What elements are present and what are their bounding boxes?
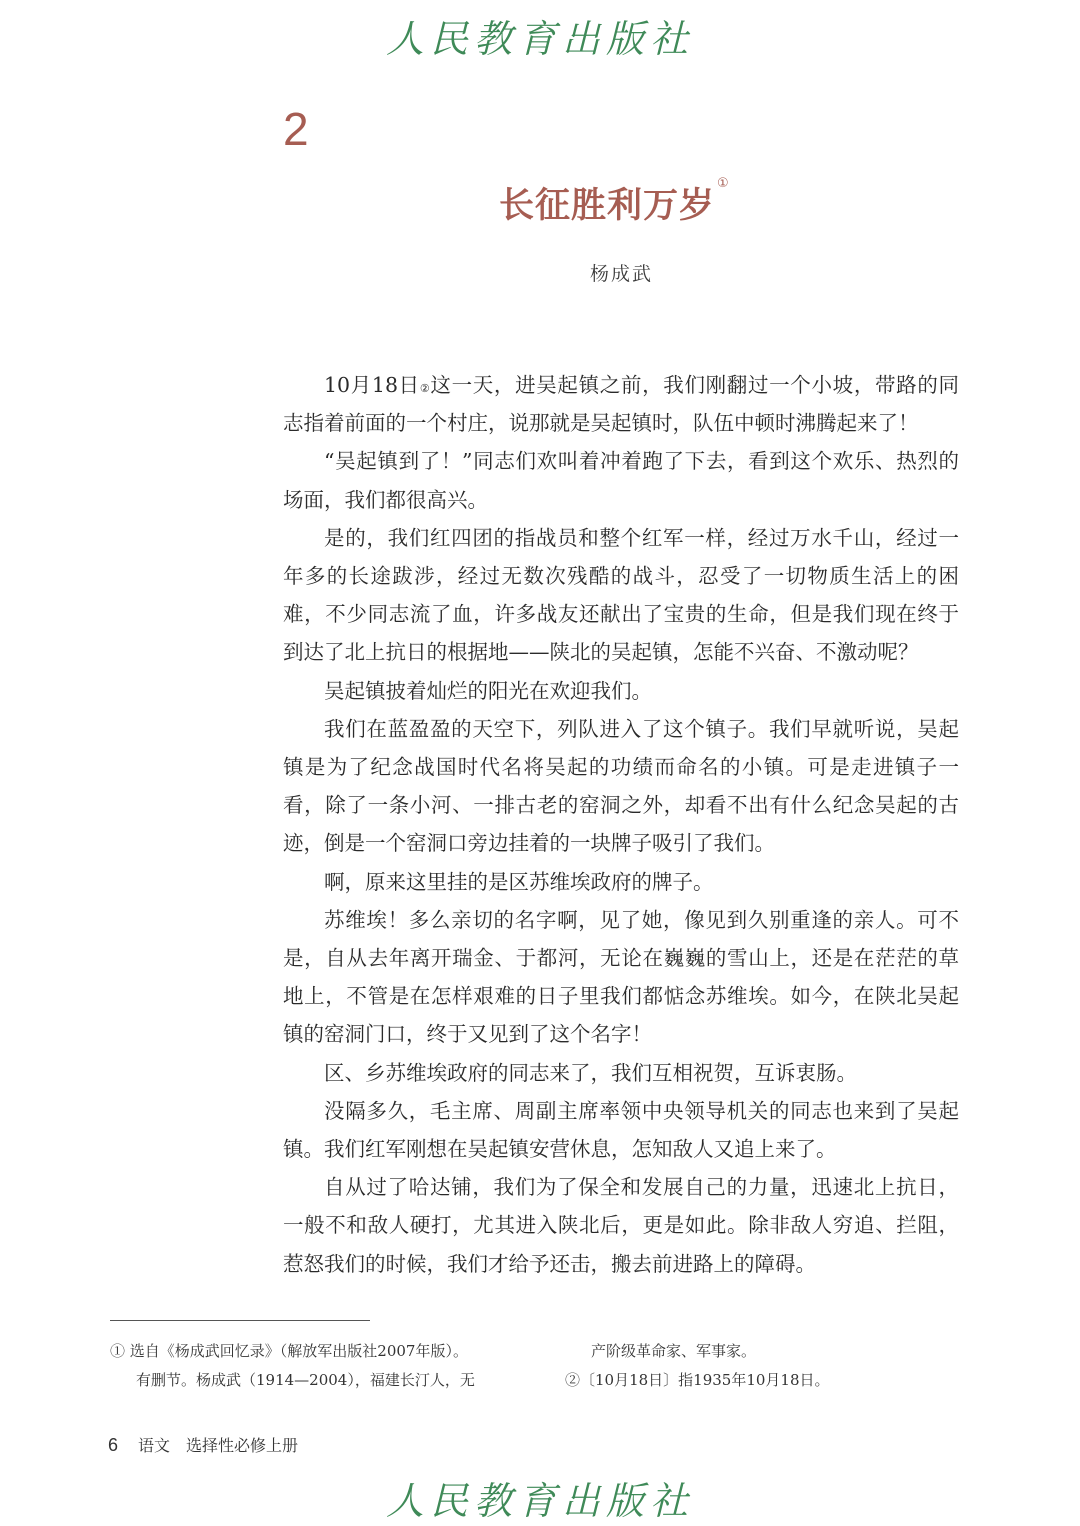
subject-label: 语文: [138, 1436, 171, 1455]
title-footnote-marker[interactable]: ①: [717, 176, 730, 191]
footnote-1-line: 产阶级革命家、军事家。: [591, 1342, 757, 1360]
date-footnote-marker[interactable]: ②: [419, 382, 431, 395]
footnote-1: [110, 1337, 510, 1395]
book-label: 选择性必修上册: [186, 1436, 299, 1455]
page-number: 6: [108, 1435, 119, 1455]
page-footer: [108, 1433, 298, 1456]
paragraph: 自从过了哈达铺，我们为了保全和发展自己的力量，迅速北上抗日，一般不和敌人硬打，尤其进入陕北后，更是如此。除非敌人穷追、拦阻，惹怒我们的时候，我们才给予还击，搬去前进路上的障碍。: [283, 1175, 959, 1276]
footnote-2: ②〔10月18日〕指1935年10月18日。: [565, 1371, 830, 1389]
paragraph: 我们在蓝盈盈的天空下，列队进入了这个镇子。我们早就听说，吴起镇是为了纪念战国时代名将吴起的功绩而命名的小镇。可是走进镇子一看，除了一条小河、一排古老的窑洞之外，却看不出有什么纪念吴起的古迹，倒是一个窑洞口旁边挂着的一块牌子吸引了我们。: [283, 716, 959, 856]
footnote-divider: [110, 1320, 370, 1321]
article-title-text: 长征胜利万岁: [499, 186, 716, 226]
publisher-watermark-top: 人民教育出版社: [385, 17, 694, 61]
publisher-watermark-bottom: 人民教育出版社: [385, 1479, 694, 1523]
paragraph: 没隔多久，毛主席、周副主席率领中央领导机关的同志也来到了吴起镇。我们红军刚想在吴起镇安营休息，怎知敌人又追上来了。: [283, 1098, 959, 1162]
footnote-1-line: 有删节。杨成武（1914—2004），福建长汀人，无: [136, 1371, 475, 1389]
article-author: 杨成武: [590, 263, 654, 285]
paragraph: 区、乡苏维埃政府的同志来了，我们互相祝贺，互诉衷肠。: [324, 1060, 857, 1085]
paragraph: “吴起镇到了！”同志们欢叫着冲着跑了下去，看到这个欢乐、热烈的场面，我们都很高兴。: [283, 449, 959, 512]
paragraph: 是的，我们红四团的指战员和整个红军一样，经过万水千山，经过一年多的长途跋涉，经过无数次残酷的战斗，忍受了一切物质生活上的困难，不少同志流了血，许多战友还献出了宝贵的生命，但是我们现在终于到达了北上抗日的根据地——陕北的吴起镇，怎能不兴奋、不激动呢？: [283, 525, 959, 665]
footnote-right-column: [565, 1337, 965, 1395]
article-title: [499, 178, 730, 228]
paragraph: 吴起镇披着灿烂的阳光在欢迎我们。: [324, 678, 652, 703]
paragraph: 啊，原来这里挂的是区苏维埃政府的牌子。: [324, 869, 714, 894]
paragraph: 10月18日②这一天，进吴起镇之前，我们刚翻过一个小坡，带路的同志指着前面的一个村庄，说那就是吴起镇时，队伍中顿时沸腾起来了！: [283, 373, 960, 436]
article-body: [283, 366, 959, 1283]
footnote-1-line: ① 选自《杨成武回忆录》（解放军出版社2007年版）。: [110, 1342, 468, 1360]
lesson-number: 2: [283, 103, 309, 155]
paragraph: 苏维埃！多么亲切的名字啊，见了她，像见到久别重逢的亲人。可不是，自从去年离开瑞金、于都河，无论在巍巍的雪山上，还是在茫茫的草地上，不管是在怎样艰难的日子里我们都惦念苏维埃。如今，在陕北吴起镇的窑洞门口，终于又见到了这个名字！: [283, 907, 959, 1047]
